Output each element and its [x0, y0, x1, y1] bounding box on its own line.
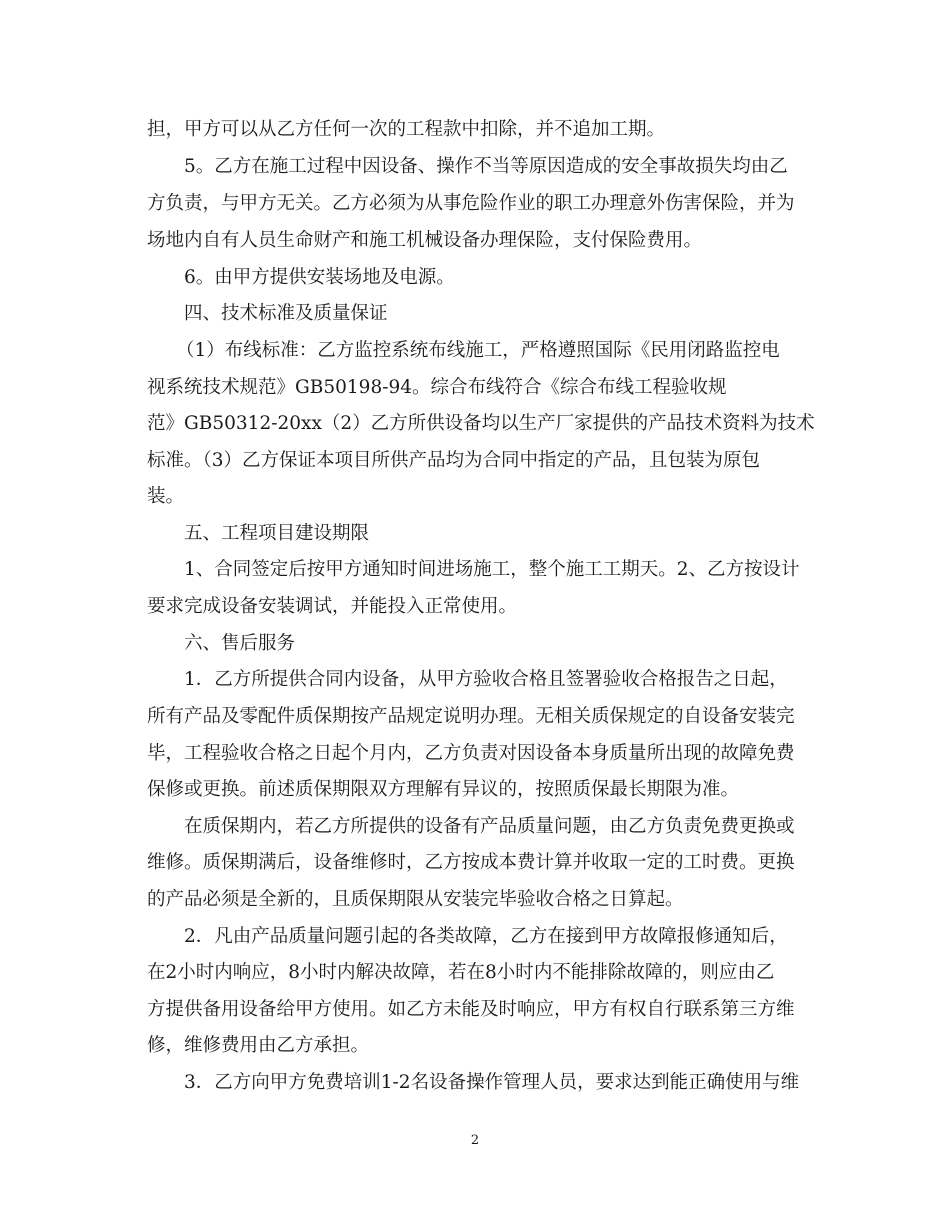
text-line: 保修或更换。前述质保期限双方理解有异议的，按照质保最长期限为准。: [147, 779, 740, 800]
text-line: 方提供备用设备给甲方使用。如乙方未能及时响应，甲方有权自行联系第三方维: [147, 999, 795, 1020]
text-line: 范》GB50312-20xx（2）乙方所供设备均以生产厂家提供的产品技术资料为技术: [147, 413, 815, 434]
text-line: （1）布线标准：乙方监控系统布线施工，严格遵照国际《民用闭路监控电: [176, 340, 780, 361]
text-line: 1．乙方所提供合同内设备，从甲方验收合格且签署验收合格报告之日起，: [184, 669, 788, 690]
text-line: 6。由甲方提供安装场地及电源。: [184, 267, 455, 288]
text-line: 毕，工程验收合格之日起个月内，乙方负责对因设备本身质量所出现的故障免费: [147, 743, 795, 764]
section-heading: 四、技术标准及质量保证: [184, 303, 388, 324]
text-line: 在质保期内，若乙方所提供的设备有产品质量问题，由乙方负责免费更换或: [184, 816, 795, 837]
text-line: 1、合同签定后按甲方通知时间进场施工，整个施工工期天。2、乙方按设计: [184, 559, 800, 580]
text-line: 在2小时内响应，8小时内解决故障，若在8小时内不能排除故障的，则应由乙: [147, 962, 775, 983]
page-number: 2: [470, 1133, 480, 1148]
text-line: 5。乙方在施工过程中因设备、操作不当等原因造成的安全事故损失均由乙: [184, 156, 788, 177]
text-line: 维修。质保期满后，设备维修时，乙方按成本费计算并收取一定的工时费。更换: [147, 852, 795, 873]
text-line: 3．乙方向甲方免费培训1-2名设备操作管理人员，要求达到能正确使用与维: [184, 1072, 800, 1093]
text-line: 的产品必须是全新的，且质保期限从安装完毕验收合格之日算起。: [147, 889, 684, 910]
text-line: 要求完成设备安装调试，并能投入正常使用。: [147, 596, 518, 617]
text-line: 装。: [147, 486, 185, 507]
text-line: 场地内自有人员生命财产和施工机械设备办理保险，支付保险费用。: [147, 230, 703, 251]
text-line: 方负责，与甲方无关。乙方必须为从事危险作业的职工办理意外伤害保险，并为: [147, 193, 795, 214]
section-heading: 六、售后服务: [184, 633, 296, 654]
text-line: 视系统技术规范》GB50198-94。综合布线符合《综合布线工程验收规: [147, 377, 727, 398]
section-heading: 五、工程项目建设期限: [184, 523, 370, 544]
text-line: 修，维修费用由乙方承担。: [147, 1035, 370, 1056]
text-line: 所有产品及零配件质保期按产品规定说明办理。无相关质保规定的自设备安装完: [147, 706, 795, 727]
text-line: 担，甲方可以从乙方任何一次的工程款中扣除，并不追加工期。: [147, 119, 666, 140]
text-line: 2．凡由产品质量问题引起的各类故障，乙方在接到甲方故障报修通知后，: [184, 926, 788, 947]
text-line: 标准。（3）乙方保证本项目所供产品均为合同中指定的产品，且包装为原包: [147, 450, 761, 471]
